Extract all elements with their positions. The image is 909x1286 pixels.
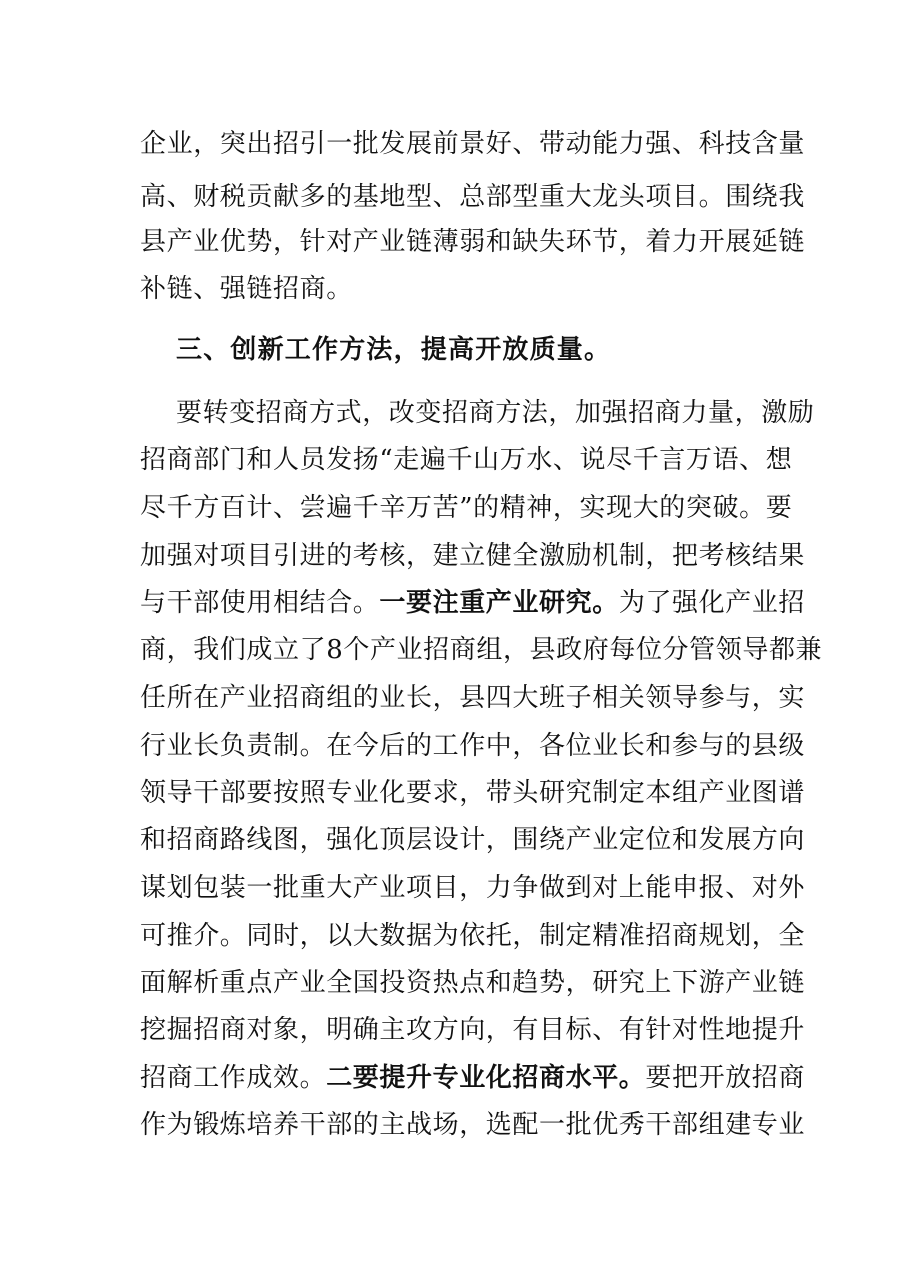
paragraph-line: 尽千方百计、尝遍千辛万苦”的精神，实现大的突破。要 bbox=[140, 493, 793, 523]
paragraph-line: 招商部门和人员发扬“走遍千山万水、说尽千言万语、想 bbox=[140, 445, 793, 475]
paragraph-line: 企业，突出招引一批发展前景好、带动能力强、科技含量 bbox=[140, 129, 806, 159]
paragraph-line: 补链、强链招商。 bbox=[140, 274, 353, 304]
plain-text: 招商工作成效。 bbox=[140, 1063, 327, 1093]
paragraph-line: 和招商路线图，强化顶层设计，围绕产业定位和发展方向 bbox=[140, 825, 806, 855]
plain-text: 要把开放招商 bbox=[645, 1063, 806, 1093]
paragraph-line: 要转变招商方式，改变招商方法，加强招商力量，激励 bbox=[176, 398, 815, 428]
paragraph-line: 县产业优势，针对产业链薄弱和缺失环节，着力开展延链 bbox=[140, 227, 806, 257]
plain-text: 与干部使用相结合。 bbox=[140, 588, 380, 618]
paragraph-line: 行业长负责制。在今后的工作中，各位业长和参与的县级 bbox=[140, 731, 806, 761]
bold-emphasis: 一要注重产业研究。 bbox=[379, 588, 619, 618]
bold-emphasis: 二要提升专业化招商水平。 bbox=[326, 1063, 646, 1093]
paragraph-line: 商，我们成立了8个产业招商组，县政府每位分管领导都兼 bbox=[140, 635, 823, 665]
paragraph-line-mixed bbox=[140, 1058, 806, 1098]
section-heading: 三、创新工作方法，提高开放质量。 bbox=[176, 335, 612, 365]
paragraph-line: 高、财税贡献多的基地型、总部型重大龙头项目。围绕我 bbox=[140, 182, 806, 212]
paragraph-line: 领导干部要按照专业化要求，带头研究制定本组产业图谱 bbox=[140, 778, 806, 808]
paragraph-line: 任所在产业招商组的业长，县四大班子相关领导参与，实 bbox=[140, 683, 806, 713]
paragraph-line: 面解析重点产业全国投资热点和趋势，研究上下游产业链 bbox=[140, 968, 806, 998]
paragraph-line: 挖掘招商对象，明确主攻方向，有目标、有针对性地提升 bbox=[140, 1015, 806, 1045]
paragraph-line-mixed bbox=[140, 583, 806, 623]
paragraph-line: 谋划包装一批重大产业项目，力争做到对上能申报、对外 bbox=[140, 873, 806, 903]
paragraph-line: 作为锻炼培养干部的主战场，选配一批优秀干部组建专业 bbox=[140, 1110, 806, 1140]
paragraph-line: 加强对项目引进的考核，建立健全激励机制，把考核结果 bbox=[140, 541, 806, 571]
paragraph-line: 可推介。同时，以大数据为依托，制定精准招商规划，全 bbox=[140, 921, 806, 951]
plain-text: 为了强化产业招 bbox=[618, 588, 806, 618]
